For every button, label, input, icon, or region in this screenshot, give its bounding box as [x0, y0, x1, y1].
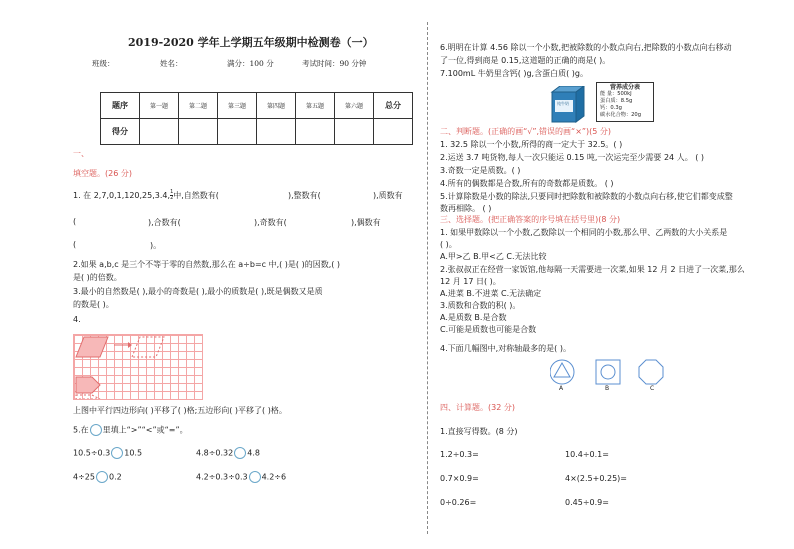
question-4-number: 4.	[73, 315, 81, 324]
section-4-title: 四、计算题。(32 分)	[440, 403, 515, 412]
score-col-1: 第一题	[140, 93, 179, 119]
question-6-line-2: 了一位,得到商是 0.15,这道题的正确的商是( )。	[440, 56, 611, 65]
choice-3-options-ab: A.是质数 B.是合数	[440, 313, 507, 322]
score-col-3: 第三题	[218, 93, 257, 119]
calc-item: 0÷0.26=	[440, 498, 477, 507]
score-table	[100, 92, 413, 145]
nutrition-row: 钙：0.3g	[600, 105, 622, 111]
parallelogram-moved	[132, 337, 164, 357]
compare-4: 4.2÷0.3÷0.3 4.2÷6	[196, 472, 287, 482]
column-divider	[427, 22, 428, 534]
nutrition-title: 营养成分表	[609, 84, 640, 91]
translation-grid-figure	[73, 334, 203, 400]
question-5-line: 5.在 里填上“>”“<”或“=”。	[73, 425, 188, 435]
score-total-header: 总分	[374, 93, 413, 119]
compare-1: 10.5÷0.3 10.5	[73, 448, 143, 458]
pentagon-moved	[76, 395, 100, 399]
square-shape-icon	[596, 360, 620, 384]
calc-item: 0.7×0.9=	[440, 474, 479, 483]
carton-side	[576, 86, 584, 122]
choice-2-line-1: 2.张叔叔正在经营一家饭馆,他每隔一天需要进一次菜,如果 12 月 2 日进了一次菜,那么	[440, 265, 745, 274]
q1-integer-label: ),整数有(	[288, 191, 321, 200]
symmetry-shapes	[550, 358, 670, 386]
question-2-line-2: 是( )的倍数。	[73, 273, 122, 282]
choice-4: 4.下面几幅图中,对称轴最多的是( )。	[440, 344, 571, 353]
full-score-label: 满分：100 分	[227, 59, 274, 68]
score-cell[interactable]	[140, 119, 179, 145]
triangle-shape-icon	[554, 363, 570, 377]
score-cell[interactable]	[374, 119, 413, 145]
choice-3-option-c: C.可能是质数也可能是合数	[440, 325, 537, 334]
score-cell[interactable]	[218, 119, 257, 145]
q1-even-label: ),偶数有	[351, 218, 381, 227]
judge-3: 3.奇数一定是质数。( )	[440, 166, 521, 175]
compare-2: 4.8÷0.32 4.8	[196, 448, 260, 458]
q1-composite-open: (	[73, 217, 77, 226]
calc-item: 1.2÷0.3=	[440, 450, 479, 459]
nutrition-row: 碳水化合物：20g	[600, 112, 642, 118]
q1-end: )。	[150, 241, 162, 250]
score-cell[interactable]	[296, 119, 335, 145]
class-label: 班级：	[92, 59, 115, 68]
score-row-label: 得分	[101, 119, 140, 145]
milk-brand: 纯牛奶	[557, 101, 569, 106]
score-col-4: 第四题	[257, 93, 296, 119]
octagon-shape-icon	[639, 360, 663, 384]
page-title: 2019-2020 学年上学期五年级期中检测卷（一）	[128, 36, 374, 49]
arrow-head	[128, 342, 132, 348]
q1-odd-label: ),奇数有(	[254, 218, 287, 227]
judge-2: 2.运送 3.7 吨货物,每人一次只能运 0.15 吨,一次运完至少需要 24 人。 ( )	[440, 153, 705, 162]
score-cell[interactable]	[257, 119, 296, 145]
judge-1: 1. 32.5 除以一个小数,所得的商一定大于 32.5。( )	[440, 140, 623, 149]
section-2-title: 二、判断题。(正确的画“√”,错误的画“×”)(5 分)	[440, 127, 612, 136]
shape-label-c: C	[650, 385, 655, 392]
question-3-line-1: 3.最小的自然数是( ),最小的奇数是( ),最小的质数是( ),既是偶数又是质	[73, 287, 323, 296]
choice-2-line-2: 12 月 17 日( )。	[440, 277, 501, 286]
section-3-title: 三、选择题。(把正确答案的序号填在括号里)(8 分)	[440, 215, 621, 224]
parallelogram-shape	[76, 337, 108, 357]
q1-even-open: (	[73, 240, 77, 249]
score-col-2: 第二题	[179, 93, 218, 119]
fraction: $\frac{1}{2}$	[170, 189, 174, 201]
section-1-number: 一、	[73, 149, 89, 158]
inner-circle-icon	[601, 365, 615, 379]
question-4-text: 上图中平行四边形向( )平移了( )格;五边形向( )平移了( )格。	[73, 406, 287, 415]
nutrition-row: 能 量：500kJ	[600, 91, 632, 97]
judge-5-line-1: 5.计算除数是小数的除法,只要同时把除数和被除数的小数点向右移,使它们都变成整	[440, 192, 733, 201]
calc-item: 4×(2.5+0.25)=	[565, 474, 627, 483]
question-6-line-1: 6.明明在计算 4.56 除以一个小数,把被除数的小数点向右,把除数的小数点向右移动	[440, 43, 732, 52]
question-7: 7.100mL 牛奶里含钙( )g,含蛋白质( )g。	[440, 69, 588, 78]
choice-2-options: A.进菜 B.不进菜 C.无法确定	[440, 289, 542, 298]
score-col-6: 第六题	[335, 93, 374, 119]
answer-circle-icon[interactable]	[249, 471, 261, 483]
score-cell[interactable]	[179, 119, 218, 145]
shape-label-b: B	[605, 385, 610, 392]
section-1-title: 填空题。(26 分)	[73, 169, 132, 178]
judge-5-line-2: 数再相除。 ( )	[440, 204, 492, 213]
choice-3: 3.质数和合数的积( )。	[440, 301, 521, 310]
score-cell[interactable]	[335, 119, 374, 145]
compare-circle-icon	[90, 424, 102, 436]
choice-1-options: A.甲>乙 B.甲<乙 C.无法比较	[440, 252, 547, 261]
nutrition-table	[596, 82, 654, 122]
answer-circle-icon[interactable]	[234, 447, 246, 459]
calc-item: 10.4÷0.1=	[565, 450, 609, 459]
calc-item: 0.45÷0.9=	[565, 498, 609, 507]
shapes-overlay	[74, 335, 202, 399]
calc-instruction: 1.直接写得数。(8 分)	[440, 427, 518, 436]
score-table-header: 题序	[101, 93, 140, 119]
choice-1-line-1: 1. 如果甲数除以一个小数,乙数除以一个相同的小数,那么甲、乙两数的大小关系是	[440, 228, 728, 237]
answer-circle-icon[interactable]	[96, 471, 108, 483]
compare-3: 4÷25 0.2	[73, 472, 122, 482]
question-1-line-1: 1. 在 2,7,0,1,120,25,3.4, $\frac{1}{2}$ 中,自然数有(	[73, 189, 219, 201]
pentagon-shape	[76, 377, 100, 393]
nutrition-row: 蛋白质：8.5g	[600, 98, 633, 104]
judge-4: 4.所有的偶数都是合数,所有的奇数都是质数。 ( )	[440, 179, 614, 188]
question-2-line-1: 2.如果 a,b,c 是三个不等于零的自然数,那么在 a÷b=c 中,( )是( )的因数,( )	[73, 260, 341, 269]
score-col-5: 第五题	[296, 93, 335, 119]
q1-composite-label: ),合数有(	[148, 218, 181, 227]
choice-1-line-2: ( )。	[440, 240, 457, 249]
answer-circle-icon[interactable]	[111, 447, 123, 459]
q1-prime-label: ),质数有	[373, 191, 403, 200]
question-3-line-2: 的数是( )。	[73, 300, 114, 309]
exam-time-label: 考试时间：90 分钟	[302, 59, 367, 68]
shape-label-a: A	[559, 385, 564, 392]
name-label: 姓名：	[160, 59, 183, 68]
